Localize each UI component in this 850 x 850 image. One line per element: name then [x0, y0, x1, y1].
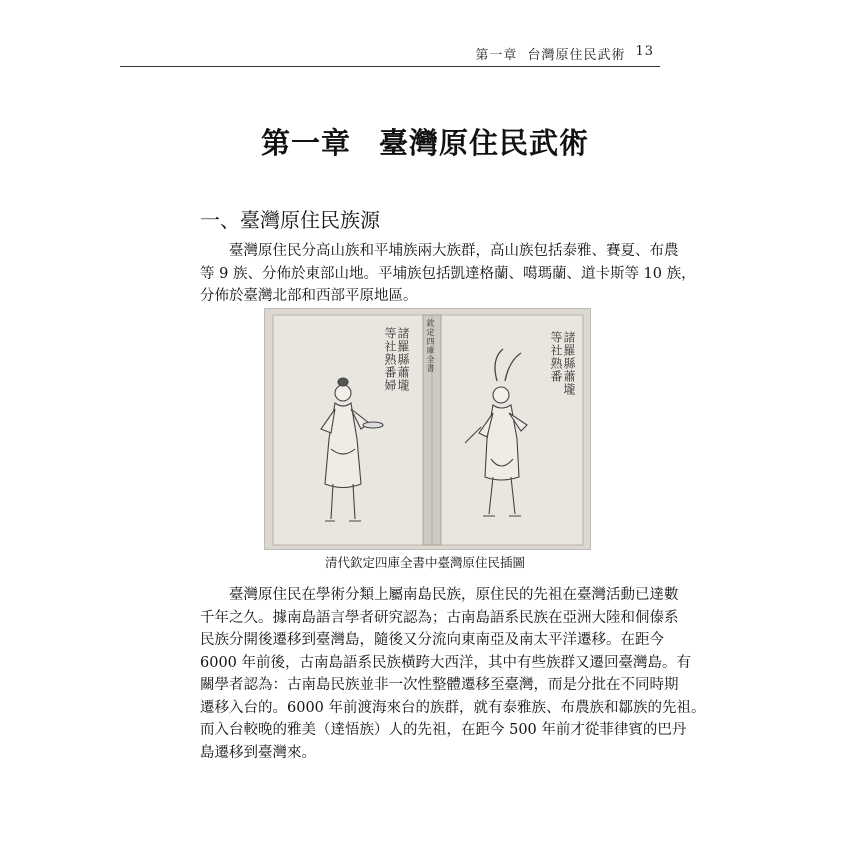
- illustration-figure: [264, 308, 591, 550]
- left-inscription-line: 等社熟番婦: [383, 327, 397, 392]
- left-inscription-line: 諸羅縣蕭壠: [396, 327, 410, 392]
- spine-title: 欽定四庫全書: [426, 319, 435, 373]
- paragraph-line: 分佈於臺灣北部和西部平原地區。: [200, 288, 418, 304]
- paragraph-line: 臺灣原住民在學術分類上屬南島民族，原住民的先祖在臺灣活動已達數: [229, 587, 679, 603]
- chapter-title: [0, 121, 850, 162]
- figure-caption: 清代欽定四庫全書中臺灣原住民插圖: [324, 555, 525, 570]
- page-number: 13: [635, 44, 654, 59]
- paragraph-line: 民族分開後遷移到臺灣島，隨後又分流向東南亞及南太平洋遷移。在距今: [200, 632, 664, 648]
- paragraph-line: 而入台較晚的雅美（達悟族）人的先祖，在距今 500 年前才從菲律賓的巴丹: [200, 722, 687, 738]
- running-head: [475, 44, 654, 63]
- paragraph-line: 千年之久。據南島語言學者研究認為；古南島語系民族在亞洲大陸和侗傣系: [200, 609, 679, 626]
- chapter-number: 第一章: [260, 126, 351, 160]
- running-head-chapter: 第一章: [475, 48, 518, 63]
- paragraph-line: 6000 年前後，古南島語系民族橫跨大西洋，其中有些族群又遷回臺灣島。有: [200, 654, 692, 671]
- running-head-title: 台灣原住民武術: [527, 48, 626, 63]
- chapter-name: 臺灣原住民武術: [379, 126, 590, 160]
- paragraph-1: [200, 240, 696, 308]
- right-inscription-line: 諸羅縣蕭壠: [562, 331, 576, 396]
- left-inscription: [383, 327, 409, 392]
- paragraph-line: 遷移入台的。6000 年前渡海來台的族群，就有泰雅族、布農族和鄒族的先祖。: [200, 699, 706, 716]
- section-title: 一、臺灣原住民族源: [200, 208, 380, 232]
- right-inscription: [549, 331, 575, 396]
- header-rule: [120, 66, 660, 67]
- paragraph-line: 島遷移到臺灣來。: [200, 744, 316, 761]
- paragraph-line: 臺灣原住民分高山族和平埔族兩大族群，高山族包括泰雅、賽夏、布農: [229, 243, 679, 259]
- right-inscription-line: 等社熟番: [549, 331, 563, 383]
- paragraph-line: 等 9 族、分佈於東部山地。平埔族包括凱達格蘭、噶瑪蘭、道卡斯等 10 族，: [200, 265, 696, 282]
- paragraph-2: [200, 584, 706, 764]
- paragraph-line: 關學者認為：古南島民族並非一次性整體遷移至臺灣，而是分批在不同時期: [200, 677, 679, 693]
